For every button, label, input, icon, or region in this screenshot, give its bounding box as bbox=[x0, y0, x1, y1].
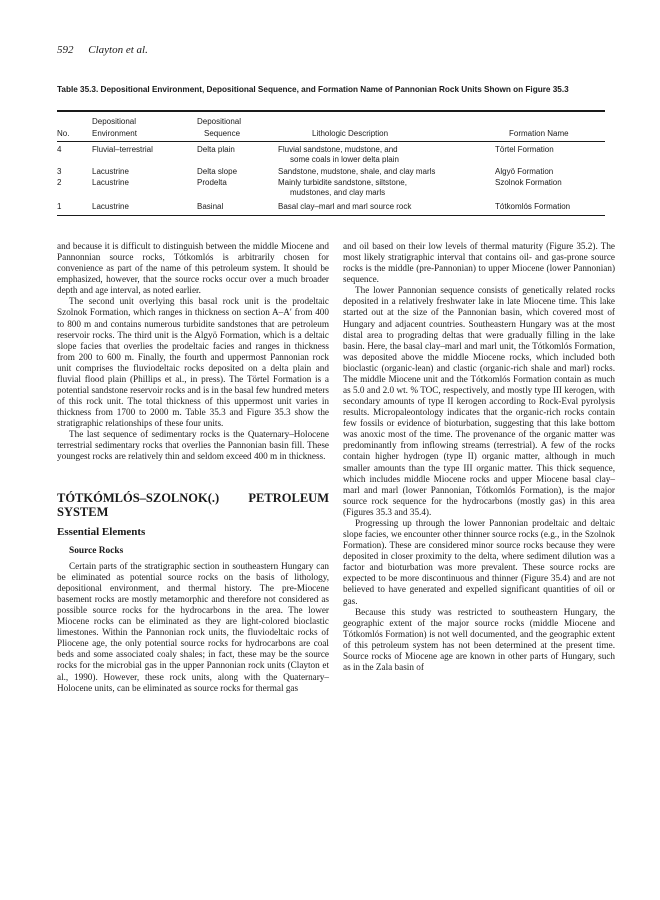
cell-env: Fluvial–terrestrial bbox=[92, 145, 153, 154]
paragraph: Progressing up through the lower Pannonian prodeltaic and deltaic slope facies, we encounter other thinner source rocks (e.g., in the Szolnok Formation). These are considered minor source rocks because they were deposited in closer proximity to the delta, where sediment dilution was a factor and bioturbation was more prevalent. These source rocks are expected to be more discontinuous and thinner (Figure 35.4) and are not believed to have generated and expelled significant quantities of oil or gas. bbox=[343, 517, 615, 606]
cell-no: 3 bbox=[57, 167, 62, 176]
paragraph: Because this study was restricted to southeastern Hungary, the geographic extent of the major source rocks (middle Miocene and Tótkomlós Formation) is not well documented, and the geographic extent of this petroleum system has not been determined at the present time. Source rocks of Miocene age are known in other parts of Hungary, such as in the Zala basin of bbox=[343, 606, 615, 672]
subsubsection-heading: Source Rocks bbox=[69, 545, 124, 556]
cell-seq: Delta plain bbox=[197, 145, 235, 154]
formation-table bbox=[57, 110, 605, 216]
header-seq-line2: Sequence bbox=[204, 129, 241, 138]
header-seq-line1: Depositional bbox=[197, 117, 242, 126]
table-row bbox=[57, 198, 605, 213]
cell-formation: Tótkomlós Formation bbox=[495, 202, 571, 211]
header-no: No. bbox=[57, 129, 70, 138]
cell-formation: Algyö Formation bbox=[495, 167, 554, 176]
cell-formation: Törtel Formation bbox=[495, 145, 554, 154]
cell-no: 2 bbox=[57, 178, 62, 187]
cell-env: Lacustrine bbox=[92, 167, 129, 176]
table-bottom-rule bbox=[57, 215, 605, 216]
running-head-authors: Clayton et al. bbox=[88, 44, 148, 56]
section-heading: TÓTKÓMLÓS–SZOLNOK(.) PETROLEUM SYSTEM bbox=[57, 490, 329, 519]
cell-litho: Mainly turbidite sandstone, siltstone, bbox=[278, 178, 407, 187]
cell-litho: Basal clay–marl and marl source rock bbox=[278, 202, 412, 211]
paragraph: The last sequence of sedimentary rocks is the Quaternary–Holocene terrestrial sedimentary rocks that overlies the Pannonian basin fill. These youngest rocks are relatively thin and seldom exceed 400 m in thickness. bbox=[57, 429, 329, 462]
running-head bbox=[57, 44, 148, 56]
table-header-row bbox=[57, 112, 605, 141]
cell-no: 1 bbox=[57, 202, 62, 211]
cell-env: Lacustrine bbox=[92, 202, 129, 211]
subsection-heading: Essential Elements bbox=[57, 525, 146, 538]
header-litho: Lithologic Description bbox=[312, 129, 389, 138]
page-number: 592 bbox=[57, 44, 74, 56]
paragraph: The lower Pannonian sequence consists of genetically related rocks deposited in a relatively freshwater lake in late Miocene time. This lake started out at the size of the Pannonian basin, which covered most of Hungary and adjacent countries. Southeastern Hungary was at the most distal area to prograding deltas that were gradually filling in the lake basin. Here, the basal clay–marl and marl unit, the Tótkomlós Formation, was deposited above the middle Miocene rocks, which included both bioclastic (organic-lean) and clastic (organic-rich shale and marl) rocks. The middle Miocene unit and the Tótkomlós Formation contain as much as 5.0 and 2.0 wt. % TOC, respectively, and mostly type III kerogen, with secondary amounts of type II kerogen according to Rock-Eval pyrolysis results. Micropaleontology indicates that the organic-rich rocks contain few fossils or evidence of bioturbation, suggesting that this lake bottom was anoxic most of the time. The provenance of the organic matter was predominantly from inflowing streams (terrestrial). A few of the rocks contain higher hydrogen (type II) organic matter, although in much smaller amounts than the type III organic matter. This thick sequence, which includes middle Miocene rocks and upper Miocene basal clay–marl and marl (lower Pannonian, Tótkomlós Formation), is the major source rock sequence for the hydrocarbons (mostly gas) in this area (Figures 35.3 and 35.4). bbox=[343, 285, 615, 517]
cell-litho: Fluvial sandstone, mudstone, and bbox=[278, 145, 398, 154]
cell-seq: Basinal bbox=[197, 202, 224, 211]
left-column bbox=[57, 241, 329, 694]
cell-litho-cont: mudstones, and clay marls bbox=[290, 188, 386, 197]
cell-formation: Szolnok Formation bbox=[495, 178, 562, 187]
cell-seq: Delta slope bbox=[197, 167, 238, 176]
paragraph: and oil based on their low levels of thermal maturity (Figure 35.2). The most likely stratigraphic interval that contains oil- and gas-prone source rocks is the middle (pre-Pannonian) to upper Miocene (lower Pannonian) sequence. bbox=[343, 241, 615, 285]
cell-env: Lacustrine bbox=[92, 178, 129, 187]
table-row bbox=[57, 142, 605, 165]
cell-litho: Sandstone, mudstone, shale, and clay marls bbox=[278, 167, 436, 176]
table-caption: Table 35.3. Depositional Environment, Depositional Sequence, and Formation Name of Pannonian Rock Units Shown on Figure 35.3 bbox=[57, 85, 569, 94]
cell-no: 4 bbox=[57, 145, 62, 154]
paragraph: Certain parts of the stratigraphic section in southeastern Hungary can be eliminated as potential source rocks on the basis of lithology, depositional environment, and thermal history. The pre-Miocene basement rocks are mostly metamorphic and therefore not considered as possible source rocks for the hydrocarbons in the area. The lower Miocene rocks can be eliminated as they are light-colored bioclastic limestones. Within the Pannonian rock units, the fluviodeltaic rocks of Pliocene age, the only potential source rocks for hydrocarbons are coal beds and some associated coaly shales; in fact, these may be the source rocks for the microbial gas in the upper Pannonian rock units (Clayton et al., 1990). However, these rock units, along with the Quaternary–Holocene units, can be eliminated as source rocks for thermal gas bbox=[57, 560, 329, 693]
paragraph: and because it is difficult to distinguish between the middle Miocene and Pannonnian source rocks, Tótkomlós is arbitrarily chosen for convenience as part of the name of this petroleum system. It should be emphasized, however, that the source rocks occur over a much broader depth and age interval, as noted earlier. bbox=[57, 241, 329, 296]
table-row bbox=[57, 165, 605, 176]
header-env-line2: Environment bbox=[92, 129, 137, 138]
paragraph: The second unit overlying this basal rock unit is the prodeltaic Szolnok Formation, which ranges in thickness on section A–A′ from 400 to 800 m and contains numerous turbidite sandstones that are petroleum reservoir rocks. The third unit is the Algyö Formation, which is a deltaic slope facies that overlies the prodeltaic facies and ranges in thickness from 200 to 600 m. Finally, the fourth and uppermost Pannonian rock unit comprises the fluviodeltaic rocks deposited on a delta plain and fluvial flood plain (Phillips et al., in press). The Törtel Formation is a potential sandstone reservoir rocks and is in the basal few hundred meters of this rock unit. The total thickness of this uppermost unit varies in thickness from 1700 to 2000 m. Table 35.3 and Figure 35.3 show the stratigraphic relationships of these four units. bbox=[57, 296, 329, 429]
cell-litho-cont: some coals in lower delta plain bbox=[290, 155, 399, 164]
header-env-line1: Depositional bbox=[92, 117, 137, 126]
table-row bbox=[57, 176, 605, 198]
section-spacer bbox=[57, 463, 329, 491]
cell-seq: Prodelta bbox=[197, 178, 227, 187]
header-formation: Formation Name bbox=[509, 129, 569, 138]
right-column bbox=[343, 241, 615, 673]
